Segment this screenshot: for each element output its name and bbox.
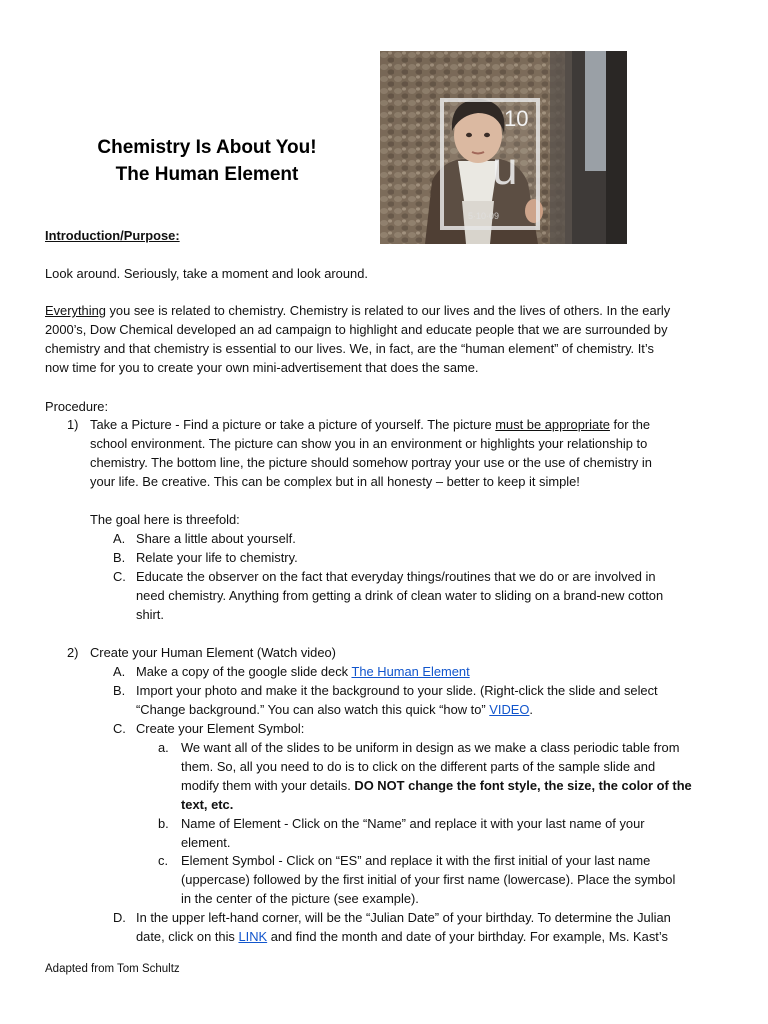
step-2-cc-line-3: in the center of the picture (see example). — [181, 891, 419, 906]
step-2-cb-line-2: element. — [181, 835, 231, 850]
step-1-line-1 — [90, 416, 650, 435]
step-2-ca-line-1: We want all of the slides to be uniform in design as we make a class periodic table from — [181, 740, 680, 755]
step-2-cc-line-1: Element Symbol - Click on “ES” and replace it with the first initial of your last name — [181, 853, 651, 868]
document-title — [80, 134, 334, 188]
intro-heading-text: Introduction/Purpose: — [45, 228, 180, 243]
look-around-text: Look around. Seriously, take a moment and look around. — [45, 266, 368, 281]
step-2-b-line-2-text: “Change background.” You can also watch this quick “how to” — [136, 702, 490, 717]
goal-c-marker: C. — [113, 569, 126, 584]
step-2-b-line-1: Import your photo and make it the background to your slide. (Right-click the slide and select — [136, 683, 658, 698]
intro-line-3: chemistry and that chemistry is essential to our lives. We, in fact, are the “human element” of chemistry. It’s — [45, 341, 654, 356]
video-link[interactable]: VIDEO — [489, 702, 530, 717]
intro-heading — [45, 227, 725, 246]
step-2-c-marker: C. — [113, 721, 126, 736]
goal-c-line-2: need chemistry. Anything from getting a drink of clean water to sliding on a brand-new cotton — [136, 588, 664, 603]
step-2-ca-line-2: them. So, all you need to do is to click on the different parts of the sample slide and — [181, 759, 656, 774]
step-2-ca-line-3 — [181, 777, 692, 796]
goal-a-marker: A. — [113, 531, 126, 546]
everything-word: Everything — [45, 303, 106, 318]
step-2-cb-marker: b. — [158, 816, 169, 831]
title-line-2: The Human Element — [115, 164, 299, 185]
goal-c-line-1: Educate the observer on the fact that everyday things/routines that we do or are involved in — [136, 569, 656, 584]
do-not-change-warning: DO NOT change the font style, the size, the color of the — [354, 778, 692, 793]
title-line-1: Chemistry Is About You! — [97, 137, 317, 158]
step-2-c-text: Create your Element Symbol: — [136, 721, 305, 736]
intro-line-1-rest: you see is related to chemistry. Chemistry is related to our lives and the lives of others. In the early — [105, 303, 671, 318]
human-element-photo — [380, 51, 627, 244]
goal-b-marker: B. — [113, 550, 126, 565]
step-2-d-marker: D. — [113, 910, 126, 925]
step-2-marker: 2) — [67, 645, 79, 660]
human-element-link[interactable]: The Human Element — [351, 664, 470, 679]
intro-line-4: now time for you to create your own mini-advertisement that does the same. — [45, 360, 479, 375]
step-2-a-text — [136, 663, 470, 682]
step-2-cb-line-1: Name of Element - Click on the “Name” and replace it with your last name of your — [181, 816, 645, 831]
step-2-a-marker: A. — [113, 664, 126, 679]
step-1 — [0, 416, 768, 626]
step-2-line-1: Create your Human Element (Watch video) — [90, 645, 336, 660]
element-number: 10 — [504, 106, 529, 131]
procedure-heading: Procedure: — [45, 399, 109, 414]
step-2-b-end: . — [529, 702, 533, 717]
step-2-ca-line-3-a: modify them with your details. — [181, 778, 355, 793]
element-symbol: u — [492, 142, 518, 194]
step-1-line-4: your life. Be creative. This can be complex but in all honesty – better to keep it simple! — [90, 474, 580, 489]
goal-c-line-3: shirt. — [136, 607, 164, 622]
julian-date-link[interactable]: LINK — [238, 929, 268, 944]
step-2-cc-line-2: (uppercase) followed by the first initial of your first name (lowercase). Place the symbol — [181, 872, 676, 887]
step-2-a-label: Make a copy of the google slide deck — [136, 664, 352, 679]
step-2-d-line-2-a: date, click on this — [136, 929, 239, 944]
step-2-cc-marker: c. — [158, 853, 169, 868]
goal-a-text: Share a little about yourself. — [136, 531, 296, 546]
intro-line-1 — [45, 302, 670, 321]
must-be-appropriate: must be appropriate — [495, 417, 610, 432]
step-1-line-1-a: Take a Picture - Find a picture or take a picture of yourself. The picture — [90, 417, 496, 432]
step-2-ca-line-4: text, etc. — [181, 797, 234, 812]
element-caption: 5·10·09 — [468, 211, 500, 221]
step-1-marker: 1) — [67, 417, 79, 432]
step-2-b-line-2 — [136, 701, 533, 720]
step-2-ca-marker: a. — [158, 740, 169, 755]
goal-text: The goal here is threefold: — [90, 512, 240, 527]
step-1-line-1-b: for the — [609, 417, 651, 432]
step-2-d-line-1: In the upper left-hand corner, will be the “Julian Date” of your birthday. To determine the Julian — [136, 910, 671, 925]
step-1-line-3: chemistry. The bottom line, the picture should somehow portray your use or the use of chemistry in — [90, 455, 652, 470]
goal-b-text: Relate your life to chemistry. — [136, 550, 298, 565]
step-2-d-line-2 — [136, 928, 668, 947]
step-2-d-line-2-b: and find the month and date of your birthday. For example, Ms. Kast’s — [267, 929, 668, 944]
intro-line-2: 2000’s, Dow Chemical developed an ad campaign to highlight and educate people that we are surrounded by — [45, 322, 668, 337]
step-2-b-marker: B. — [113, 683, 126, 698]
step-2 — [0, 644, 768, 954]
footer-credit: Adapted from Tom Schultz — [45, 963, 180, 975]
step-1-line-2: school environment. The picture can show you in an environment or highlights your relationship to — [90, 436, 648, 451]
